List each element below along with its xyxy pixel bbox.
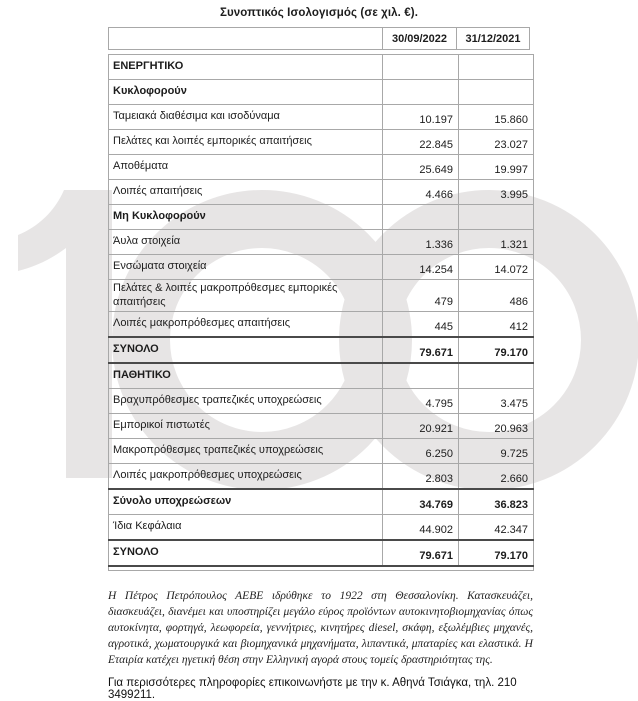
row-value-2021: 1.321 <box>459 230 534 255</box>
row-value-2021: 14.072 <box>459 255 534 280</box>
row-value-2022 <box>383 80 459 105</box>
row-label: Λοιπές μακροπρόθεσμες απαιτήσεις <box>109 312 383 338</box>
table-row <box>109 489 534 515</box>
column-header-30-09-2022: 30/09/2022 <box>383 28 457 50</box>
row-value-2022: 20.921 <box>383 414 459 439</box>
row-value-2022 <box>383 205 459 230</box>
table-row <box>109 205 534 230</box>
balance-sheet-header-table <box>108 27 530 50</box>
row-value-2022: 4.795 <box>383 389 459 414</box>
table-row <box>109 363 534 389</box>
row-label: Άυλα στοιχεία <box>109 230 383 255</box>
row-value-2022: 14.254 <box>383 255 459 280</box>
row-label: ΣΥΝΟΛΟ <box>109 540 383 566</box>
balance-sheet-table <box>108 54 534 571</box>
row-label: Αποθέματα <box>109 155 383 180</box>
header-row <box>109 28 530 50</box>
table-row <box>109 255 534 280</box>
row-value-2022: 25.649 <box>383 155 459 180</box>
row-value-2022 <box>383 363 459 389</box>
row-value-2021: 79.170 <box>459 337 534 363</box>
table-row <box>109 439 534 464</box>
table-row <box>109 337 534 363</box>
table-row <box>109 130 534 155</box>
table-row <box>109 540 534 566</box>
row-label: Κυκλοφορούν <box>109 80 383 105</box>
page-title: Συνοπτικός Ισολογισμός (σε χιλ. €). <box>220 7 418 19</box>
row-value-2021: 19.997 <box>459 155 534 180</box>
row-label: Βραχυπρόθεσμες τραπεζικές υποχρεώσεις <box>109 389 383 414</box>
row-label: Ταμειακά διαθέσιμα και ισοδύναμα <box>109 105 383 130</box>
row-value-2021: 79.170 <box>459 540 534 566</box>
row-value-2022: 2.803 <box>383 464 459 490</box>
contact-info-line: Για περισσότερες πληροφορίες επικοινωνήστε με την κ. Αθηνά Τσιάγκα, τηλ. 210 3499211. <box>108 677 517 701</box>
table-row <box>109 389 534 414</box>
row-value-2021 <box>459 205 534 230</box>
table-row <box>109 80 534 105</box>
row-label: ΣΥΝΟΛΟ <box>109 337 383 363</box>
table-row <box>109 55 534 80</box>
table-row <box>109 464 534 490</box>
row-label: Ίδια Κεφάλαια <box>109 515 383 541</box>
row-value-2022: 22.845 <box>383 130 459 155</box>
row-value-2022: 4.466 <box>383 180 459 205</box>
balance-sheet-table-body <box>109 55 534 571</box>
table-row <box>109 414 534 439</box>
row-label: Λοιπές απαιτήσεις <box>109 180 383 205</box>
row-value-2021 <box>459 363 534 389</box>
table-row <box>109 515 534 541</box>
row-value-2021: 3.995 <box>459 180 534 205</box>
row-label: Λοιπές μακροπρόθεσμες υποχρεώσεις <box>109 464 383 490</box>
table-row <box>109 230 534 255</box>
row-value-2022: 10.197 <box>383 105 459 130</box>
row-value-2021: 20.963 <box>459 414 534 439</box>
row-label: Μη Κυκλοφορούν <box>109 205 383 230</box>
row-label: Πελάτες & λοιπές μακροπρόθεσμες εμπορικές απαιτήσεις <box>109 280 383 312</box>
table-bottom-spacer <box>109 566 534 571</box>
row-value-2021: 9.725 <box>459 439 534 464</box>
spacer-cell <box>109 566 534 571</box>
row-label: Πελάτες και λοιπές εμπορικές απαιτήσεις <box>109 130 383 155</box>
row-value-2022: 479 <box>383 280 459 312</box>
row-label: Ενσώματα στοιχεία <box>109 255 383 280</box>
row-value-2021: 412 <box>459 312 534 338</box>
row-value-2022: 6.250 <box>383 439 459 464</box>
column-header-31-12-2021: 31/12/2021 <box>457 28 530 50</box>
row-value-2021: 42.347 <box>459 515 534 541</box>
row-value-2022 <box>383 55 459 80</box>
row-value-2021: 15.860 <box>459 105 534 130</box>
row-value-2021: 3.475 <box>459 389 534 414</box>
row-value-2022: 34.769 <box>383 489 459 515</box>
row-value-2021: 23.027 <box>459 130 534 155</box>
row-value-2021: 36.823 <box>459 489 534 515</box>
row-value-2021 <box>459 55 534 80</box>
row-value-2021: 486 <box>459 280 534 312</box>
row-value-2022: 79.671 <box>383 337 459 363</box>
row-value-2022: 1.336 <box>383 230 459 255</box>
row-label: Εμπορικοί πιστωτές <box>109 414 383 439</box>
row-label: Μακροπρόθεσμες τραπεζικές υποχρεώσεις <box>109 439 383 464</box>
row-value-2022: 79.671 <box>383 540 459 566</box>
row-value-2021 <box>459 80 534 105</box>
row-value-2021: 2.660 <box>459 464 534 490</box>
row-value-2022: 44.902 <box>383 515 459 541</box>
row-value-2022: 445 <box>383 312 459 338</box>
row-label: Σύνολο υποχρεώσεων <box>109 489 383 515</box>
table-row <box>109 180 534 205</box>
table-row <box>109 105 534 130</box>
table-row <box>109 155 534 180</box>
row-label: ΠΑΘΗΤΙΚΟ <box>109 363 383 389</box>
table-row <box>109 312 534 338</box>
row-label: ΕΝΕΡΓΗΤΙΚΟ <box>109 55 383 80</box>
header-empty-cell <box>109 28 383 50</box>
table-row <box>109 280 534 312</box>
company-description-paragraph: Η Πέτρος Πετρόπουλος ΑΕΒΕ ιδρύθηκε το 1922 στη Θεσσαλονίκη. Κατασκευάζει, διασκευάζει, διανέμει και υποστηρίζει μεγάλο εύρος προϊόντων αυτοκινητοβιομηχανίας όπως αυτοκίνητα, φορτηγά, λεωφορεία, γεννήτριες, κινητήρες diesel, σκάφη, εξωλέμβιες μηχανές, αγροτικά, χωματουργικά και βιομηχανικά μηχανήματα, λιπαντικά, μπαταρίες και ελαστικά. Η Εταιρία κατέχει ηγετική θέση στην Ελληνική αγορά στους τομείς δραστηριότητας της. <box>108 590 533 666</box>
